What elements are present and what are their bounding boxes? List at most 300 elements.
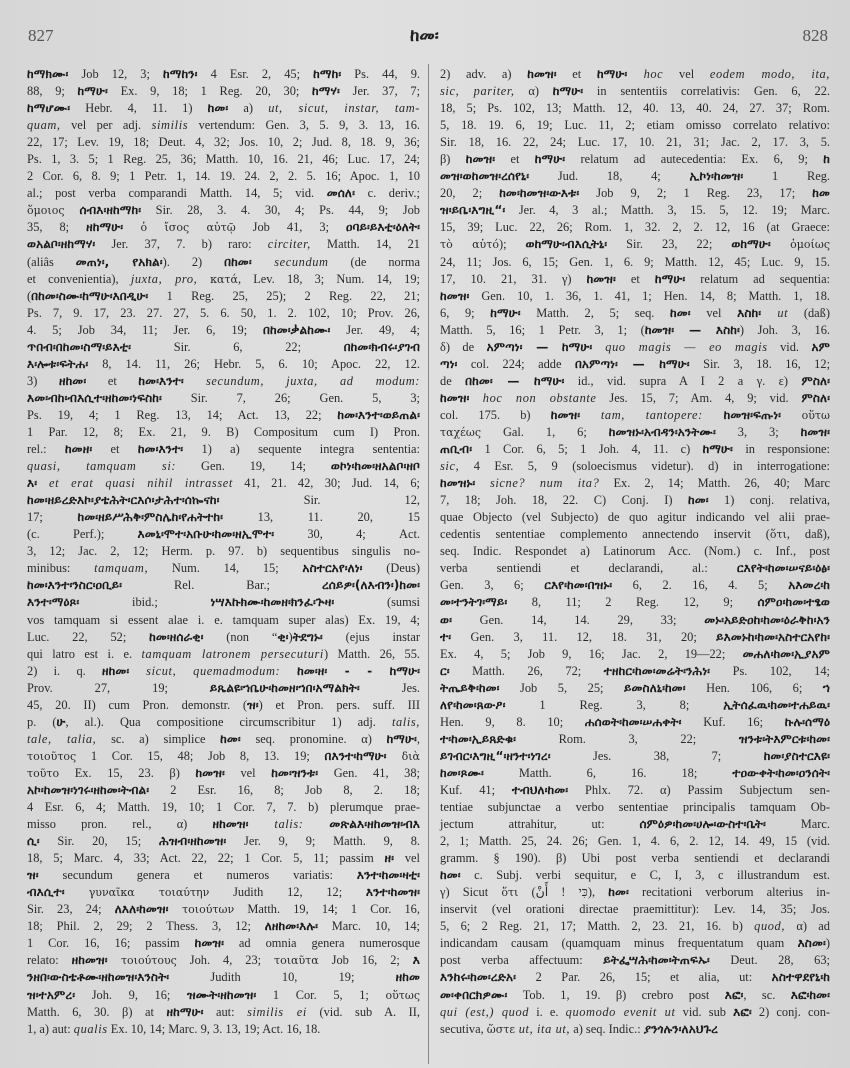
- reference-text: 3): [27, 373, 59, 388]
- geez-term: ዘከመ፡: [102, 663, 130, 678]
- text-line: [27, 782, 420, 799]
- text-line: [440, 339, 830, 356]
- left-text-column: [27, 66, 420, 1038]
- geez-term: በከመ፡ — ከማሁ፡: [465, 373, 565, 388]
- text-line: [440, 322, 830, 339]
- reference-text: col. 175. b): [440, 407, 551, 422]
- text-line: [27, 543, 420, 560]
- text-line: [27, 83, 420, 100]
- reference-text: , daß),: [786, 527, 830, 542]
- reference-text: Sir. 23, 22;: [607, 237, 732, 252]
- geez-term: ለእለ፡ከመዝ፡: [114, 902, 169, 917]
- reference-text: Matth. 6, 16. 18;: [483, 765, 733, 780]
- reference-text: 17, 10. 21, 31. γ): [440, 271, 587, 286]
- geez-term: ከመ፡: [440, 868, 461, 883]
- text-line: [27, 884, 420, 901]
- text-line: [27, 799, 420, 816]
- geez-term: ዘከማሁ፡: [166, 1004, 204, 1019]
- geez-term: ወከማሁ፡ብእሲትኒ፡: [525, 237, 608, 252]
- reference-text: ,: [416, 731, 421, 746]
- text-line: [27, 1004, 420, 1021]
- text-line: [440, 83, 830, 100]
- greek-text: τοιαῦτα: [274, 954, 319, 968]
- text-line: [27, 390, 420, 407]
- text-line: [27, 271, 420, 288]
- text-line: [440, 509, 830, 526]
- reference-text: Job 5, 25;: [499, 680, 625, 695]
- text-line: [27, 680, 420, 697]
- greek-text: ὅμοιος: [27, 204, 80, 218]
- geez-term: ወከማሁ፡: [731, 237, 771, 252]
- text-line: [27, 697, 420, 714]
- geez-term: ዘከመዝ፡: [212, 817, 249, 832]
- reference-text: Job 9, 2; 1 Reg. 23, 17;: [579, 186, 813, 201]
- geez-term: እመ፡ብከ፡ብእሲተ፡ዘከመ፡ነፍስከ፡: [27, 390, 162, 405]
- geez-term: መሐለ፡ከመ፡ኢያአም: [742, 646, 830, 661]
- greek-text: ὁμοίως: [770, 238, 830, 252]
- latin-gloss: tam, tantopere:: [580, 407, 724, 422]
- text-line: [27, 492, 420, 509]
- reference-text: (c. Perf.);: [27, 527, 138, 542]
- text-line: [27, 168, 420, 185]
- reference-text: 18; Phil. 2, 29; 2 Thess. 3, 12;: [27, 919, 265, 934]
- geez-term: ከመዝኑ፡: [440, 476, 476, 491]
- reference-text: 88, 9;: [27, 84, 78, 99]
- text-line: [440, 918, 830, 935]
- reference-text: Gen. 14, 14. 29, 33;: [451, 612, 705, 627]
- geez-term: አኮ፡ከመዝ፡ነገሩ፡ዘከመ፡ትብል፡: [27, 782, 150, 797]
- reference-text: al.; post verba comparandi Matth. 14, 5; vid.: [27, 186, 327, 201]
- text-line: [440, 748, 830, 765]
- reference-text: 35, 8;: [27, 220, 87, 235]
- geez-term: ከመ፡ዘ፡ - - ከማሁ፡: [297, 663, 420, 678]
- latin-gloss: similis: [151, 118, 189, 133]
- text-line: [440, 475, 830, 492]
- reference-text: Judith 12, 12;: [209, 885, 366, 900]
- text-line: [27, 612, 420, 629]
- geez-term: ከመዘ፡: [64, 442, 93, 457]
- geez-term: ከማሁ፡: [654, 271, 686, 286]
- reference-text: Sir. 20, 15;: [39, 834, 159, 849]
- geez-term: እንተ፡ማዕጾ፡: [27, 595, 80, 610]
- text-line: [440, 901, 830, 918]
- reference-text: δ) de: [440, 339, 487, 354]
- reference-text: ) Joh. 3, 16.: [739, 322, 830, 337]
- geez-term: ከመ፡እንተ፡ወይጠል፡: [337, 407, 420, 422]
- greek-text: διὰ: [386, 749, 420, 763]
- geez-term: ይጼልዩ፡ኀቤሁ፡ከመዘ፡ኀበ፡አማልክት፡: [209, 680, 360, 695]
- reference-text: Ex. 10, 14; Marc. 9, 3. 13, 19; Act. 16, 18.: [107, 1021, 321, 1036]
- text-line: [27, 185, 420, 202]
- text-line: [27, 322, 420, 339]
- text-line: [27, 100, 420, 117]
- reference-text: 1 Cor. 16, 16; passim: [27, 936, 195, 951]
- reference-text: 2 Cor. 6, 8. 9; 1 Petr. 1, 14. 19. 24. 2, 2. 5. 16; Apoc. 1, 10: [27, 169, 420, 184]
- reference-text: α): [514, 84, 553, 99]
- geez-term: መ፡ተንትገ፡ማይ፡: [440, 595, 508, 610]
- text-line: [440, 884, 830, 901]
- reference-text: 3, 12; Jac. 2, 12; Herm. p. 97. b) sequentibus singulis no-: [27, 544, 420, 559]
- latin-gloss: sic,: [440, 459, 460, 474]
- geez-term: ይገብር፡እግዚ“፡ዘንተ፡ነገረ፡: [440, 748, 551, 763]
- geez-term: መጽልእ፡ዘከመዝ፡ብእ: [329, 817, 420, 832]
- text-line: [27, 458, 420, 475]
- reference-text: col. 224; adde: [457, 356, 575, 371]
- reference-text: 20, 2;: [440, 186, 500, 201]
- geez-term: ከመዝ፡: [465, 152, 496, 167]
- reference-text: 4 Esr. 2, 45;: [197, 67, 314, 81]
- geez-term: ከመ፡ዘሰራቂ፡: [149, 629, 204, 644]
- reference-text: Gen. 19, 14;: [176, 459, 331, 474]
- geez-term: ከማሁ፡: [534, 152, 566, 167]
- text-line: [27, 577, 420, 594]
- geez-term: ከመ፡: [687, 493, 709, 508]
- latin-gloss: tale, talia,: [27, 731, 97, 746]
- text-line: [27, 305, 420, 322]
- reference-text: secundum genera et numeros variatis:: [38, 868, 357, 883]
- reference-text: ) et Pron. pers. suff. III: [258, 697, 420, 712]
- reference-text: 2 Esr. 16, 8; Job 8, 2. 18;: [149, 782, 420, 797]
- geez-term: ርእየ፡ከመ፡በዝኑ፡: [544, 578, 613, 593]
- text-line: [27, 236, 420, 253]
- reference-text: et convenientia),: [27, 271, 131, 286]
- geez-term: በእንተ፡ከማሁ፡: [324, 748, 387, 763]
- reference-text: 1 Cor. 15, 48; Job 8, 13. 19;: [76, 748, 325, 763]
- geez-term: ከመ፡ከመዝ፡ውእቱ፡: [499, 186, 580, 201]
- text-line: [440, 407, 830, 424]
- text-line: [440, 424, 830, 441]
- reference-text: Ex. 15, 23. β): [59, 765, 196, 780]
- reference-text: 45, 20. II) cum Pron. demonstr. (: [27, 697, 248, 712]
- reference-text: Gen. 41, 38;: [318, 765, 420, 780]
- reference-text: (de norma: [328, 254, 420, 269]
- reference-text: a): [228, 101, 269, 116]
- text-line: [27, 833, 420, 850]
- reference-text: Jer. 49, 4;: [330, 322, 420, 337]
- reference-text: c. Subj. verbi sequitur, e C, I, 3, c illustrandum est.: [460, 868, 830, 883]
- reference-text: p. (: [27, 714, 57, 729]
- reference-text: minibus:: [27, 561, 95, 576]
- reference-text: Gen. 3, 11. 12, 18. 31, 20;: [451, 629, 717, 644]
- reference-text: 24, 11; Jos. 6, 15; Gen. 1, 6. 9; Matth. 12, 45; Luc. 9, 15.: [440, 254, 830, 269]
- geez-term: እንተ፡ከመዝ፡: [365, 885, 420, 900]
- reference-text: 41, 21. 42, 30; Jud. 14, 6;: [232, 476, 420, 491]
- geez-term: ከማሁ፡: [552, 84, 584, 99]
- latin-gloss: juxta, pro,: [130, 271, 211, 286]
- greek-text: ὁ ἴσος αὐτῷ: [123, 221, 236, 235]
- reference-text: Kuf. 16;: [681, 714, 785, 729]
- text-line: [440, 867, 830, 884]
- reference-text: 2) adv. a): [440, 67, 528, 81]
- text-line: [440, 219, 830, 236]
- text-line: [27, 987, 420, 1004]
- geez-term: ኩሉ፡ሰማዕ: [784, 714, 830, 729]
- reference-text: Phlx. 72. α) Passim Subjectum sen-: [568, 782, 830, 797]
- geez-term: ከመ፡እንተ፡ንስር፡ዐቢይ፡: [27, 578, 123, 593]
- geez-term: ከመ፡: [220, 731, 241, 746]
- text-line: [440, 526, 830, 543]
- geez-term: ተዘከር፡ከመ፡መሬት፡ንሕነ፡: [603, 663, 711, 678]
- reference-text: vel per adj.: [60, 118, 152, 133]
- reference-text: seq. pronomine. α): [240, 731, 387, 746]
- reference-text: qui latro est i. e.: [27, 646, 142, 661]
- geez-term: ከመ፡እንተ፡: [138, 373, 184, 388]
- reference-text: Sir. 23, 24;: [27, 902, 115, 917]
- text-line: [440, 833, 830, 850]
- geez-term: መ፡ቀበርክዎሙ፡: [440, 987, 508, 1002]
- latin-gloss: hoc non obstante: [469, 390, 597, 405]
- reference-text: Matth. 14, 21: [310, 237, 420, 252]
- reference-text: Ps. 102, 14;: [710, 663, 830, 678]
- geez-term: መዝ፡ወከመዝ፡ረሰየኒ፡: [440, 169, 530, 184]
- reference-text: gramm. § 190). β) Ubi post verba sentiendi et declarandi: [440, 851, 830, 866]
- geez-term: ከማሁ፡: [386, 731, 417, 746]
- geez-term: በአምጣነ፡ — ከማሁ፡: [574, 356, 690, 371]
- greek-text: γυναῖκα τοιαύτην: [64, 886, 210, 900]
- column-divider: [428, 64, 429, 1064]
- reference-text: (sumsi: [334, 595, 420, 610]
- text-line: [27, 441, 420, 458]
- latin-gloss: quasi, tamquam si:: [27, 459, 177, 474]
- text-line: [27, 969, 420, 986]
- reference-text: Matth. 6, 30. β) at: [27, 1004, 167, 1019]
- reference-text: 15, 39; Luc. 22, 26; Rom. 1, 32. 2, 2. 12, 16 (at Graece:: [440, 220, 830, 235]
- geez-term: ከመዝ፡: [800, 424, 831, 439]
- text-line: [440, 441, 830, 458]
- text-line: [440, 1004, 830, 1021]
- reference-text: 1 Cor. 6, 5; 1 Joh. 4, 11. c): [472, 442, 703, 457]
- text-line: [440, 390, 830, 407]
- greek-text: ὅτι: [501, 886, 519, 900]
- latin-gloss: hoc: [627, 67, 664, 81]
- reference-text: in sententiis correlativis: Gen. 6, 22.: [583, 84, 830, 99]
- geez-term: ከመዝ፡: [194, 936, 224, 951]
- latin-gloss: ut: [761, 305, 789, 320]
- text-line: [440, 663, 830, 680]
- geez-term: ተብህለ፡ከመ፡: [511, 782, 569, 797]
- reference-text: de: [440, 373, 466, 388]
- reference-text: 6, 9;: [440, 305, 491, 320]
- reference-text: 8, 11; 2 Reg. 12, 9;: [507, 595, 758, 610]
- reference-text: 18, 5; Marc. 4, 33; Act. 22, 22; 1 Cor. 5, 11; passim: [27, 851, 385, 866]
- geez-term: ሰምዕዎ፡ከመ፡ሀሎ፡ውስተ፡ቤት፡: [639, 817, 766, 832]
- reference-text: 2) i. q.: [27, 663, 103, 678]
- geez-term: ይእመኑከ፡ከመ፡አስተርአየከ፡: [716, 629, 830, 644]
- reference-text: (כִּי ! أَنْ),: [518, 885, 609, 900]
- geez-term: እ፡ሎቱ፡ፍትሐ፡: [27, 356, 89, 371]
- text-line: [440, 782, 830, 799]
- geez-term: ከመዝ፡: [586, 271, 616, 286]
- reference-text: vel: [663, 67, 710, 81]
- reference-text: α) ad: [785, 919, 831, 934]
- geez-term: ዐባይ፡ይእቲ፡ዕለት፡: [345, 220, 421, 235]
- reference-text: Ps. 44, 9.: [341, 67, 421, 81]
- reference-text: Matth. 2, 5; seq.: [520, 305, 671, 320]
- reference-text: vel: [690, 305, 738, 320]
- geez-term: ከመ: [812, 186, 830, 201]
- geez-term: ከመዝ፡ — እስከ፡: [644, 322, 740, 337]
- geez-term: ከመ፡ዘይሥሕቅ፡ምስሌከ፡የሐትተከ፡: [77, 510, 224, 525]
- latin-gloss: quod,: [754, 919, 786, 934]
- text-line: [440, 151, 830, 168]
- geez-term: ሕዝብ፡ዘከመዝ፡: [158, 834, 227, 849]
- geez-term: ከማሆሙ፡: [27, 101, 71, 116]
- reference-text: 17;: [27, 510, 78, 525]
- reference-text: tentiae subjunctae a verbo sententiae principalis tamquam Ob-: [440, 800, 830, 815]
- text-line: [27, 952, 420, 969]
- text-line: [27, 629, 420, 646]
- greek-text: τοιούτους: [107, 954, 177, 968]
- reference-text: 13, 11. 20, 15: [223, 510, 420, 525]
- text-line: [440, 850, 830, 867]
- geez-term: ተ፡ከመ፡ኢይጸድቁ፡: [440, 731, 516, 746]
- geez-term: መጠነ፡, የአክል፡: [75, 254, 163, 269]
- reference-text: Hebr. 4, 11. 1): [70, 101, 208, 116]
- geez-term: ዝሙት፡ዘከመዝ፡: [186, 987, 257, 1002]
- text-line: [27, 663, 420, 680]
- reference-text: quae Objecto (vel Subjecto) de quo agitur indicando vel alii prae-: [440, 510, 830, 525]
- reference-text: 1 Par. 12, 8; Ex. 21, 9. B) Compositum cum I) Pron.: [27, 424, 420, 439]
- reference-text: Kuf. 41;: [440, 782, 512, 797]
- geez-term: ከመዝ፡: [550, 407, 581, 422]
- geez-term: ለዘከመ፡እሉ፡: [264, 919, 318, 934]
- reference-text: Judith 10, 19;: [169, 970, 396, 985]
- text-line: [27, 407, 420, 424]
- text-line: [27, 816, 420, 833]
- text-line: [440, 952, 830, 969]
- reference-text: vid. sub: [675, 1004, 734, 1019]
- reference-text: β): [440, 152, 466, 167]
- text-line: [440, 765, 830, 782]
- geez-term: ዘከማሁ፡: [86, 220, 124, 235]
- reference-text: Ps. 19, 4; 1 Reg. 13, 14; Act. 13, 22;: [27, 407, 338, 422]
- geez-term: ከማከን፡: [163, 67, 198, 81]
- reference-text: vel: [394, 851, 420, 866]
- geez-term: ያንጎሉን፡ለአህጉረ: [643, 1021, 719, 1036]
- geez-term: አስተርአየ፡ለነ፡: [302, 561, 363, 576]
- reference-text: misso pron. rel., α): [27, 817, 213, 832]
- left-column-number: 827: [28, 26, 54, 45]
- reference-text: Job 16, 2;: [318, 953, 413, 968]
- reference-text: id., vid. supra A I 2 a γ. ε): [564, 373, 802, 388]
- reference-text: (Deus): [362, 561, 420, 576]
- latin-gloss: sic, pariter,: [440, 84, 515, 99]
- latin-gloss: et erat quasi nihil intrasset: [37, 476, 233, 491]
- reference-text: Jes.: [359, 680, 420, 695]
- reference-text: , sc.: [743, 987, 791, 1002]
- latin-gloss: secundum, juxta, ad modum:: [183, 373, 420, 388]
- geez-term: ጣነ፡: [440, 356, 458, 371]
- latin-gloss: quo magis — eo magis: [592, 339, 768, 354]
- text-line: [27, 288, 420, 305]
- latin-gloss: qui (est,) quod: [440, 1004, 530, 1019]
- text-line: [27, 1021, 420, 1038]
- geez-term: ከመ፡: [207, 101, 229, 116]
- text-line: [440, 288, 830, 305]
- geez-term: ምስለ፡: [801, 390, 830, 405]
- text-line: [27, 901, 420, 918]
- geez-term: እፎ፡ከመ፡: [790, 987, 830, 1002]
- reference-text: ibid.;: [79, 595, 211, 610]
- geez-term: ከመ፡እንተ፡: [137, 442, 184, 457]
- geez-term: መሰለ፡: [326, 186, 355, 201]
- geez-term: ዝ፡: [27, 868, 39, 883]
- text-line: [27, 731, 420, 748]
- reference-text: 2 Par. 26, 15; et alia, ut:: [516, 970, 772, 985]
- geez-term: ሁ: [56, 714, 66, 729]
- geez-term: ለየ፡ከመ፡ጸውዖ፡: [440, 697, 506, 712]
- geez-term: ከማሁ፡: [490, 305, 521, 320]
- reference-text: inservit (vel orationi directae praemittitur): Lev. 14, 35; Jos.: [440, 902, 830, 917]
- geez-term: ከመዝ፡ፍጡነ፡: [723, 407, 782, 422]
- reference-text: (non “: [203, 629, 278, 644]
- geez-term: በከመ፡: [224, 254, 252, 269]
- reference-text: γ) Sicut: [440, 885, 502, 900]
- reference-text: cedentis sententiae complemento annectendo inservit (: [440, 527, 770, 542]
- text-line: [440, 969, 830, 986]
- reference-text: secutiva,: [440, 1021, 487, 1036]
- reference-text: Marc.: [765, 817, 831, 832]
- geez-term: ዘከመ: [395, 970, 420, 985]
- reference-text: a) seq. Indic.:: [570, 1021, 644, 1036]
- text-line: [27, 219, 420, 236]
- geez-term: ር፡: [440, 663, 450, 678]
- geez-term: ከመዝኑ፡አብዳን፡አንትሙ፡: [608, 424, 716, 439]
- reference-text: 5, 6; 2 Reg. 21, 17; Matth. 2, 23. 21, 16. b): [440, 919, 755, 934]
- latin-gloss: qualis: [73, 1021, 108, 1036]
- text-line: [440, 185, 830, 202]
- text-line: [440, 254, 830, 271]
- geez-term: ጠቢብ፡: [440, 442, 473, 457]
- text-line: [27, 526, 420, 543]
- geez-term: ኀ: [822, 680, 830, 695]
- geez-term: መኑ፡አይድዐከ፡ከመ፡ዕራቅከ፡አን: [704, 612, 830, 627]
- latin-gloss: quomodo evenit ut: [565, 1004, 676, 1019]
- reference-text: Tob. 1, 19. β) crebro post: [507, 987, 725, 1002]
- reference-text: 7, 18; Joh. 18, 22. C) Conj. I): [440, 493, 688, 508]
- latin-gloss: quam,: [27, 118, 61, 133]
- reference-text: Ex. 4, 5; Job 9, 16; Jac. 2, 19—22;: [440, 646, 743, 661]
- geez-term: ርእየት፡ከመ፡ሠናይ፡ዕፅ፡: [736, 561, 830, 576]
- text-line: [440, 543, 830, 560]
- greek-text: οὕτως: [385, 988, 420, 1002]
- reference-text: et: [92, 442, 138, 457]
- reference-text: , Lev. 18, 3; Num. 14, 19;: [237, 271, 420, 286]
- geez-term: ነሣእኩክሙ፡ከመዘ፡ክንፈ፡ጕዛ፡: [210, 595, 335, 610]
- greek-text: τοιούτων: [168, 903, 235, 917]
- reference-text: recitationi verborum alterius in-: [628, 885, 830, 900]
- reference-text: Num. 14, 15;: [148, 561, 303, 576]
- reference-text: vel: [224, 765, 272, 780]
- geez-term: ምስለ፡: [801, 373, 830, 388]
- reference-text: Ex. 2, 14; Matth. 26, 40; Marc: [599, 476, 830, 491]
- text-line: [440, 168, 830, 185]
- latin-gloss: similis ei: [247, 1004, 307, 1019]
- text-line: [27, 850, 420, 867]
- reference-text: 2) conj. con-: [751, 1004, 831, 1019]
- greek-text: οὕτω: [781, 408, 830, 422]
- reference-text: 1 Reg.: [743, 169, 830, 184]
- text-line: [27, 475, 420, 492]
- greek-text: τοιοῦτος: [27, 749, 77, 763]
- geez-term: እፎ፡: [733, 1004, 752, 1019]
- reference-text: Sir. 28, 3. 4. 30, 4; Ps. 44, 9; Job: [141, 203, 420, 218]
- reference-text: rel.:: [27, 442, 65, 457]
- geez-term: እስከ፡: [737, 305, 762, 320]
- text-line: [27, 134, 420, 151]
- greek-text: ὥστε: [486, 1022, 516, 1036]
- reference-text: 8, 14. 11, 26; Hebr. 5, 6. 10; Apoc. 22, 12.: [88, 356, 420, 371]
